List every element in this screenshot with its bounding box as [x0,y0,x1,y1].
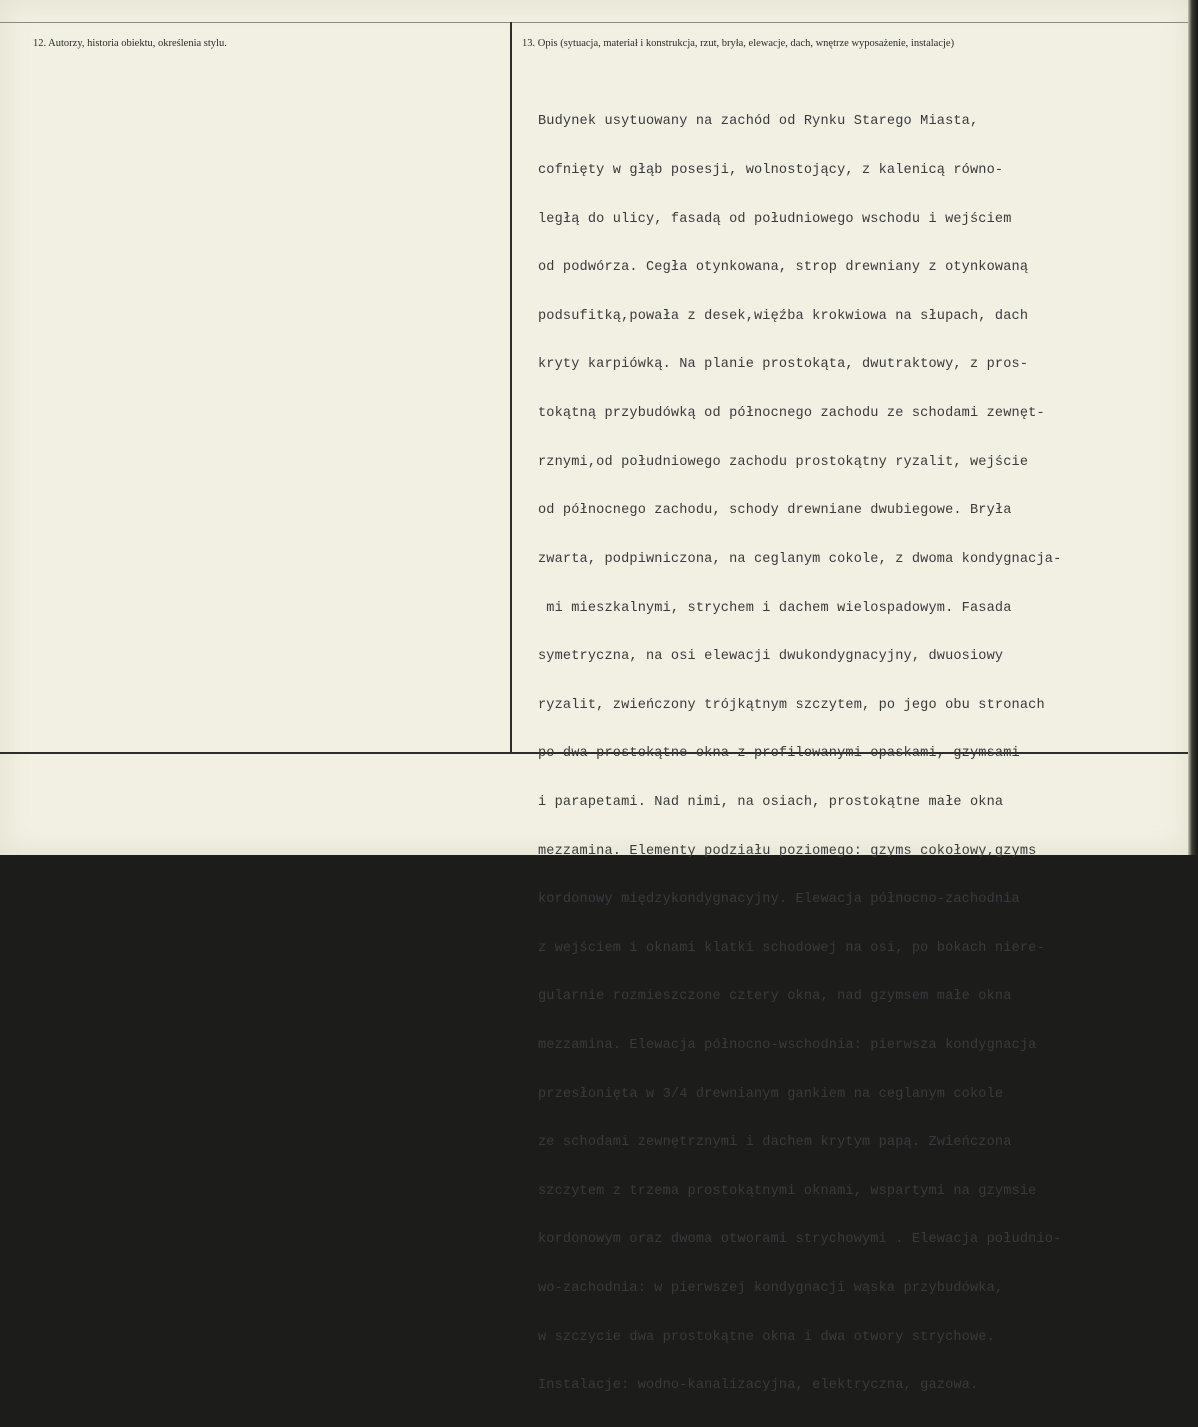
description-line: przesłonięta w 3/4 drewnianym gankiem na ceglanym cokole [538,1086,1004,1102]
description-line: po dwa prostokątne okna z profilowanymi opaskami, gzymsami [538,746,1020,762]
column-divider [510,22,512,752]
description-line: ryzalit, zwieńczony trójkątnym szczytem, po jego obu stronach [538,697,1045,713]
description-line: Budynek usytuowany na zachód od Rynku Starego Miasta, [538,114,979,130]
description-line: mi mieszkalnymi, strychem i dachem wielospadowym. Fasada [538,600,1012,616]
description-line: w szczycie dwa prostokątne okna i dwa otwory strychowe. [538,1329,995,1345]
section-12-heading: 12. Autorzy, historia obiektu, określenia stylu. [33,38,227,49]
top-rule [0,22,1188,23]
description-line: gularnie rozmieszczone cztery okna, nad gzymsem małe okna [538,989,1012,1005]
description-text [538,82,1061,1427]
description-line: podsufitką,powała z desek,więźba krokwiowa na słupach, dach [538,308,1029,324]
description-line: wo-zachodnia: w pierwszej kondygnacji wąska przybudówka, [538,1281,1004,1297]
description-line: kryty karpiówką. Na planie prostokąta, dwutraktowy, z pros- [538,357,1029,373]
description-line: szczytem z trzema prostokątnymi oknami, wspartymi na gzymsie [538,1183,1037,1199]
description-line: zwarta, podpiwniczona, na ceglanym cokole, z dwoma kondygnacja- [538,551,1062,567]
description-line: kordonowym oraz dwoma otworami strychowymi . Elewacja południo- [538,1232,1062,1248]
description-line: symetryczna, na osi elewacji dwukondygnacyjny, dwuosiowy [538,649,1004,665]
description-line: tokątną przybudówką od północnego zachodu ze schodami zewnęt- [538,406,1045,422]
sheet-edge [1188,0,1198,855]
description-line: i parapetami. Nad nimi, na osiach, prostokątne małe okna [538,794,1004,810]
description-line: Instalacje: wodno-kanalizacyjna, elektryczna, gazowa. [538,1378,979,1394]
description-line: od podwórza. Cegła otynkowana, strop drewniany z otynkowaną [538,260,1029,276]
description-line: rznymi,od południowego zachodu prostokątny ryzalit, wejście [538,454,1029,470]
description-line: od północnego zachodu, schody drewniane dwubiegowe. Bryła [538,503,1012,519]
description-line: mezzamina. Elewacja północno-wschodnia: pierwsza kondygnacja [538,1037,1037,1053]
section-13-heading: 13. Opis (sytuacja, materiał i konstrukcja, rzut, bryła, elewacje, dach, wnętrze wyposażenie, instalacje) [522,38,955,49]
description-line: cofnięty w głąb posesji, wolnostojący, z kalenicą równo- [538,163,1004,179]
description-line: kordonowy międzykondygnacyjny. Elewacja północno-zachodnia [538,892,1020,908]
description-line: z wejściem i oknami klatki schodowej na osi, po bokach niere- [538,940,1045,956]
description-line: ległą do ulicy, fasadą od południowego wschodu i wejściem [538,211,1012,227]
description-line: mezzamina. Elementy podziału poziomego: gzyms cokołowy,gzyms [538,843,1037,859]
description-line: ze schodami zewnętrznymi i dachem krytym papą. Zwieńczona [538,1135,1012,1151]
